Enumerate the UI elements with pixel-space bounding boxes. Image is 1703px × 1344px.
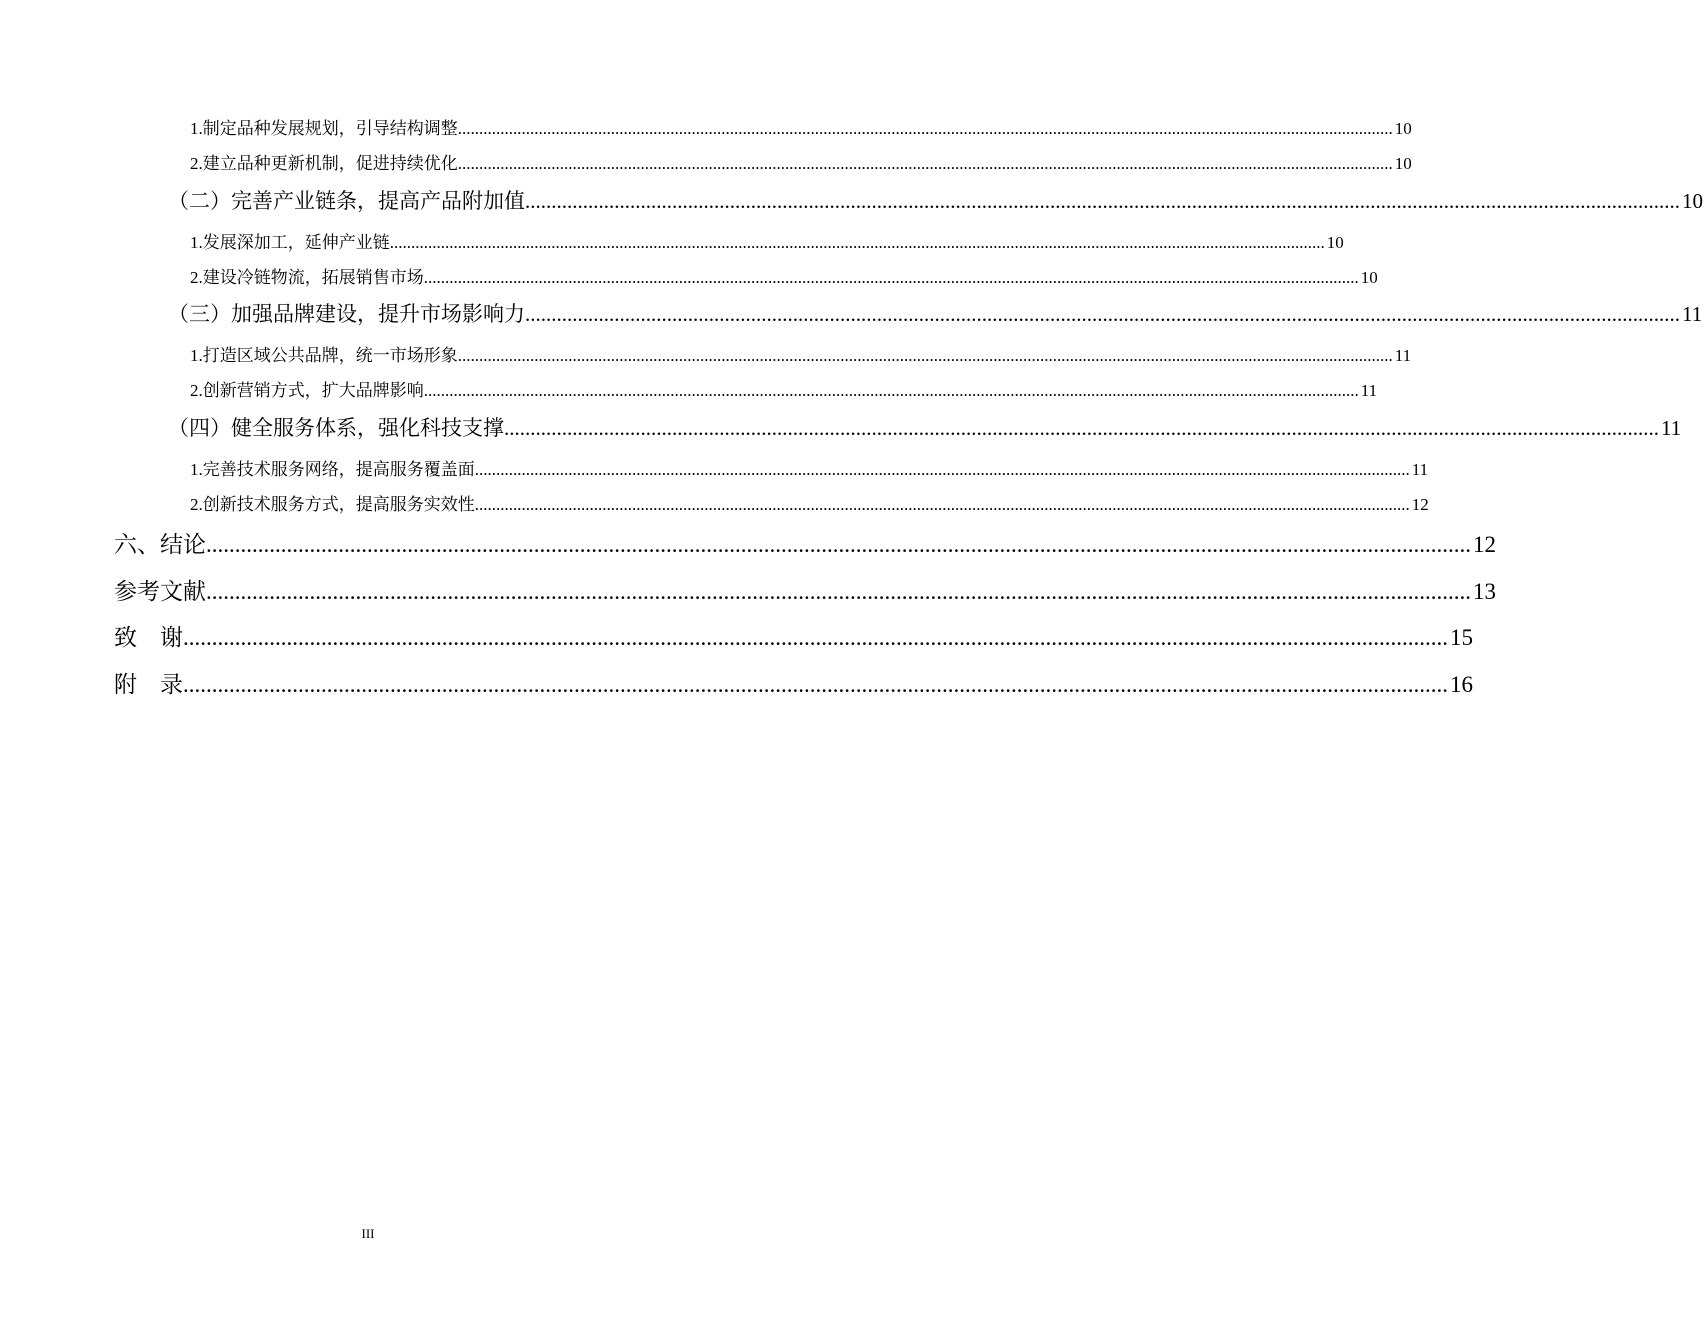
toc-entry-number: 2. bbox=[190, 381, 203, 400]
toc-entry-page: 11 bbox=[1411, 460, 1429, 479]
toc-leader-dots: ............................................................................................................................................................................................................................ bbox=[423, 381, 1359, 400]
toc-entry-title: 参考文献 bbox=[114, 579, 206, 605]
toc-entry-title: 附 录 bbox=[114, 672, 183, 698]
toc-leader-dots: ............................................................................................................................................................................................................................ bbox=[423, 268, 1359, 287]
toc-entry-title: 完善技术服务网络，提高服务覆盖面 bbox=[202, 460, 475, 480]
toc-entry-title: 结论 bbox=[160, 532, 206, 558]
toc-leader-dots: ............................................................................................................................................................................................................................ bbox=[525, 302, 1680, 326]
toc-entry-page: 11 bbox=[1360, 381, 1378, 400]
toc-entry-page: 12 bbox=[1473, 532, 1496, 557]
toc-entry-page: 16 bbox=[1450, 672, 1473, 697]
toc-entry-page: 15 bbox=[1450, 625, 1473, 650]
toc-leader-dots: ............................................................................................................................................................................................................................ bbox=[457, 154, 1393, 173]
toc-leader-dots: ............................................................................................................................................................................................................................ bbox=[474, 495, 1410, 514]
toc-entry[interactable] bbox=[190, 263, 1378, 288]
toc-entry[interactable] bbox=[114, 573, 1496, 606]
toc-entry-page: 10 bbox=[1394, 154, 1412, 173]
toc-leader-dots: ............................................................................................................................................................................................................................ bbox=[183, 672, 1448, 697]
toc-entry-title: 制定品种发展规划，引导结构调整 bbox=[202, 119, 458, 139]
toc-entry-number: 六、 bbox=[114, 532, 160, 558]
toc-entry-title: 健全服务体系，强化科技支撑 bbox=[231, 416, 504, 440]
toc-entry-number: 1. bbox=[190, 233, 203, 252]
toc-entry[interactable] bbox=[190, 341, 1412, 366]
toc-leader-dots: ............................................................................................................................................................................................................................ bbox=[206, 532, 1471, 557]
toc-entry-page: 12 bbox=[1411, 495, 1429, 514]
toc-leader-dots: ............................................................................................................................................................................................................................ bbox=[457, 119, 1393, 138]
toc-entry[interactable] bbox=[114, 619, 1473, 652]
toc-entry-number: 1. bbox=[190, 460, 203, 479]
toc-entry-number: （二） bbox=[168, 189, 231, 213]
toc-entry-number: 1. bbox=[190, 346, 203, 365]
toc-entry-number: 1. bbox=[190, 119, 203, 138]
toc-entry-title: 加强品牌建设，提升市场影响力 bbox=[231, 302, 525, 326]
toc-leader-dots: ............................................................................................................................................................................................................................ bbox=[457, 346, 1393, 365]
page-number-footer: III bbox=[361, 1226, 375, 1241]
toc-entry-page: 10 bbox=[1394, 119, 1412, 138]
toc-entry-title: 完善产业链条，提高产品附加值 bbox=[231, 189, 525, 213]
toc-entry[interactable] bbox=[190, 455, 1429, 480]
toc-leader-dots: ............................................................................................................................................................................................................................ bbox=[206, 579, 1471, 604]
toc-leader-dots: ............................................................................................................................................................................................................................ bbox=[525, 189, 1680, 213]
toc-entry[interactable] bbox=[168, 185, 1703, 215]
toc-entry[interactable] bbox=[190, 490, 1429, 515]
toc-entry-title: 建立品种更新机制，促进持续优化 bbox=[202, 154, 458, 174]
toc-entry-page: 11 bbox=[1661, 416, 1682, 440]
toc-entry-title: 建设冷链物流，拓展销售市场 bbox=[202, 268, 424, 288]
toc-entry[interactable] bbox=[190, 114, 1412, 139]
toc-entry-page: 10 bbox=[1682, 189, 1703, 213]
toc-entry-page: 13 bbox=[1473, 579, 1496, 604]
toc-entry-number: 2. bbox=[190, 495, 203, 514]
toc-entry-page: 10 bbox=[1326, 233, 1344, 252]
toc-entry-number: （三） bbox=[168, 302, 231, 326]
toc-entry-title: 致 谢 bbox=[114, 625, 183, 651]
toc-entry-title: 创新营销方式，扩大品牌影响 bbox=[202, 381, 424, 401]
toc-entry[interactable] bbox=[190, 149, 1412, 174]
toc-entry[interactable] bbox=[190, 376, 1378, 401]
toc-entry[interactable] bbox=[114, 526, 1496, 559]
toc-entry[interactable] bbox=[168, 412, 1682, 442]
toc-entry-number: 2. bbox=[190, 154, 203, 173]
toc-entry-title: 打造区域公共品牌，统一市场形象 bbox=[202, 346, 458, 366]
toc-entry-page: 10 bbox=[1360, 268, 1378, 287]
toc-leader-dots: ............................................................................................................................................................................................................................ bbox=[183, 625, 1448, 650]
toc-entry-page: 11 bbox=[1394, 346, 1412, 365]
toc-entry-number: （四） bbox=[168, 416, 231, 440]
toc-entry-title: 创新技术服务方式，提高服务实效性 bbox=[202, 495, 475, 515]
toc-entry-number: 2. bbox=[190, 268, 203, 287]
toc-leader-dots: ............................................................................................................................................................................................................................ bbox=[474, 460, 1410, 479]
toc-leader-dots: ............................................................................................................................................................................................................................ bbox=[389, 233, 1325, 252]
toc-entry-title: 发展深加工，延伸产业链 bbox=[202, 233, 390, 253]
toc-leader-dots: ............................................................................................................................................................................................................................ bbox=[504, 416, 1659, 440]
toc-entry[interactable] bbox=[168, 298, 1703, 328]
toc-entry-page: 11 bbox=[1682, 302, 1703, 326]
toc-entry[interactable] bbox=[190, 228, 1344, 253]
toc-entry[interactable] bbox=[114, 666, 1473, 699]
